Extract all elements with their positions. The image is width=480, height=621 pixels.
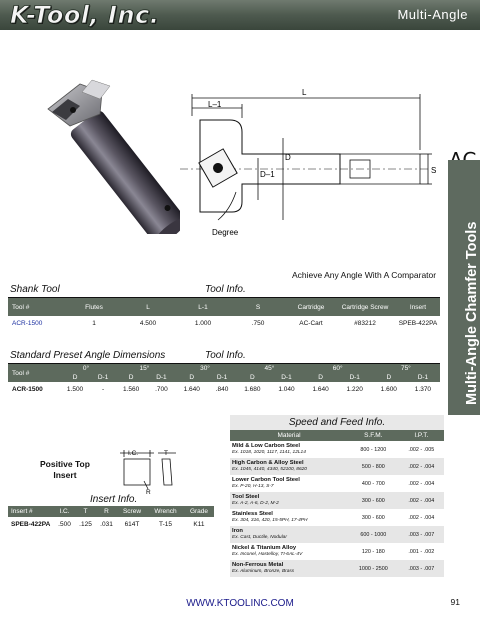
sfm-cell: 300 - 600	[348, 492, 399, 509]
material-example: Ex. Inconel, Hastelloy, TI-6AL-4V	[232, 551, 303, 557]
ipt-cell: .002 - .005	[408, 446, 435, 453]
table-cell: 1.370	[414, 385, 432, 393]
sub-header: D-1	[417, 374, 429, 381]
insert-diagram	[100, 445, 210, 495]
table-cell: .700	[155, 385, 168, 393]
sub-header: D-1	[281, 374, 292, 381]
table-cell: .500	[58, 520, 71, 528]
table-cell: 1.680	[244, 385, 261, 393]
material-name: Non-Ferrous Metal	[232, 562, 284, 568]
material-name: High Carbon & Alloy Steel	[232, 460, 304, 466]
dim-l-label: L	[302, 88, 307, 97]
sfm-cell: 800 - 1200	[360, 446, 387, 453]
insert-section-title: Insert Info.	[90, 494, 138, 505]
ipt-cell: .002 - .004	[399, 492, 444, 509]
angle-header: 45°	[264, 365, 275, 372]
table-row	[230, 509, 444, 526]
sub-header: D	[318, 374, 323, 381]
table-cell: .125	[79, 520, 92, 528]
tool-photo-image	[30, 64, 180, 234]
col-header: Insert	[409, 303, 427, 311]
sfm-cell: 500 - 800	[348, 458, 399, 475]
page-number: 91	[450, 597, 460, 607]
table-row	[230, 458, 444, 475]
table-row	[230, 492, 444, 509]
ipt-cell: .003 - .007	[399, 526, 444, 543]
sfm-cell: 300 - 600	[361, 514, 385, 521]
table-row	[230, 560, 444, 577]
table-cell: 1.640	[312, 385, 329, 393]
table-cell: AC-Cart	[299, 319, 323, 327]
angle-header: 15°	[139, 365, 150, 372]
table-row	[8, 316, 440, 330]
col-header: Cartridge Screw	[341, 303, 389, 311]
col-header: S.F.M.	[348, 430, 399, 441]
table-cell: 1.560	[122, 385, 140, 393]
tool-number-cell: ACR-1500	[12, 319, 43, 327]
table-cell: 1.640	[183, 385, 200, 393]
table-cell: 1.220	[346, 385, 363, 393]
col-header: S	[255, 303, 261, 311]
sfm-cell: 120 - 180	[361, 548, 385, 555]
degree-label: Degree	[212, 228, 239, 237]
header-bar	[0, 0, 480, 30]
material-example: Ex. Cast, Ductile, Nodular	[232, 534, 287, 540]
sfm-cell: 400 - 700	[361, 480, 385, 487]
table-cell: 1	[92, 319, 96, 327]
angle-header: 0°	[82, 365, 90, 372]
material-example: Ex. P-20, H-13, S-7	[232, 483, 274, 489]
angle-header: 30°	[200, 365, 210, 372]
dim-l1-label: L–1	[208, 100, 222, 109]
table-cell: 1.600	[380, 385, 397, 393]
table-row	[230, 526, 444, 543]
col-header: T	[83, 508, 88, 515]
material-name: Iron	[232, 528, 243, 534]
material-name: Stainless Steel	[232, 511, 273, 517]
sub-header: D	[189, 374, 195, 381]
table-row	[230, 543, 444, 560]
col-header: L-1	[198, 303, 208, 311]
sub-header: D	[386, 374, 392, 381]
ipt-cell: .003 - .007	[399, 560, 444, 577]
sub-header: D-1	[216, 374, 228, 381]
preset-angle-table	[8, 364, 440, 396]
side-tab-label: Multi-Angle Chamfer Tools	[464, 221, 480, 405]
col-header: Screw	[122, 508, 142, 515]
table-cell: K11	[193, 520, 205, 528]
table-cell: SPEB-422PA	[398, 319, 438, 327]
shank-tool-table	[8, 298, 440, 330]
page-title: Multi-Angle	[397, 7, 468, 22]
material-name: Nickel & Titanium Alloy	[232, 545, 297, 551]
col-header: I.P.T.	[399, 430, 444, 441]
col-header: Cartridge	[297, 303, 325, 311]
table-cell: #83212	[354, 319, 376, 327]
insert-info-table	[8, 506, 214, 531]
ipt-cell: .002 - .004	[399, 458, 444, 475]
tagline: Achieve Any Angle With A Comparator	[292, 270, 437, 280]
material-example: Ex. 1045, 4140, 4340, 52100, 8620	[232, 466, 307, 472]
shank-section-title: Shank Tool	[10, 284, 60, 295]
table-cell: .750	[251, 319, 265, 327]
preset-tool-info-title: Tool Info.	[205, 350, 246, 361]
col-header: L	[146, 303, 150, 311]
insert-caption-line2: Insert	[53, 470, 77, 480]
angle-header: 75°	[400, 365, 411, 372]
table-row	[230, 475, 444, 492]
sub-header: D	[72, 374, 78, 381]
speed-feed-title: Speed and Feed Info.	[230, 415, 444, 430]
t-label: T	[164, 450, 168, 457]
col-header: I.C.	[59, 508, 70, 515]
website-link[interactable]: WWW.KTOOLINC.COM	[186, 598, 294, 609]
table-row	[8, 382, 440, 396]
angle-header: 60°	[332, 365, 343, 372]
dim-d-label: D	[285, 153, 291, 162]
table-cell: 1.500	[66, 385, 84, 393]
ipt-cell: .001 - .002	[408, 548, 435, 555]
tool-number-cell: ACR-1500	[12, 385, 43, 393]
insert-caption-line1: Positive Top	[40, 459, 90, 469]
material-name: Tool Steel	[232, 494, 260, 500]
preset-section-title: Standard Preset Angle Dimensions	[10, 350, 166, 361]
table-cell: T-15	[158, 520, 172, 528]
r-label: R	[146, 489, 151, 495]
col-header: Grade	[189, 508, 209, 515]
sfm-cell: 600 - 1000	[348, 526, 399, 543]
insert-caption	[40, 459, 90, 481]
sfm-cell: 1000 - 2500	[348, 560, 399, 577]
shank-tool-info-title: Tool Info.	[205, 284, 246, 295]
insert-number-cell: SPEB-422PA	[11, 520, 51, 528]
dim-s-label: S	[431, 166, 437, 175]
sub-header: D	[250, 374, 255, 381]
material-example: Ex. A-2, A-6, D-2, M-2	[232, 500, 279, 506]
col-header: Wrench	[154, 508, 177, 515]
material-name: Lower Carbon Tool Steel	[232, 477, 300, 483]
sub-header: D-1	[97, 374, 109, 381]
company-logo: K-Tool, Inc.	[10, 1, 160, 29]
col-header: R	[104, 508, 109, 515]
material-example: Ex. Aluminum, Bronze, Brass	[232, 568, 295, 574]
col-header: Tool #	[12, 303, 30, 311]
table-cell: -	[102, 385, 105, 393]
col-header: Flutes	[85, 303, 103, 311]
sub-header: D-1	[349, 374, 360, 381]
dim-d1-label: D–1	[260, 170, 275, 179]
material-name: Mild & Low Carbon Steel	[232, 443, 300, 449]
table-cell: 1.000	[194, 319, 212, 327]
table-cell: 614T	[124, 520, 140, 528]
col-header: Insert #	[11, 508, 33, 515]
ipt-cell: .002 - .004	[408, 480, 435, 487]
ipt-cell: .002 - .004	[408, 514, 435, 521]
table-cell: .840	[215, 385, 229, 393]
table-cell: .031	[100, 520, 113, 528]
table-row	[8, 517, 214, 531]
sub-header: D-1	[156, 374, 167, 381]
table-cell: 4.500	[139, 319, 157, 327]
table-cell: 1.040	[278, 385, 295, 393]
ic-label: I.C.	[128, 450, 139, 457]
speed-feed-table	[230, 430, 444, 577]
table-row	[230, 441, 444, 458]
tool-dimension-drawing	[170, 80, 440, 240]
col-header: Tool #	[12, 369, 30, 377]
material-example: Ex. 304, 316, 420, 15-5PH, 17-4PH	[232, 517, 308, 523]
material-example: Ex. 1018, 1020, 1117, 1141, 12L14	[232, 449, 306, 455]
sub-header: D	[128, 374, 134, 381]
col-header: Material	[230, 430, 348, 441]
